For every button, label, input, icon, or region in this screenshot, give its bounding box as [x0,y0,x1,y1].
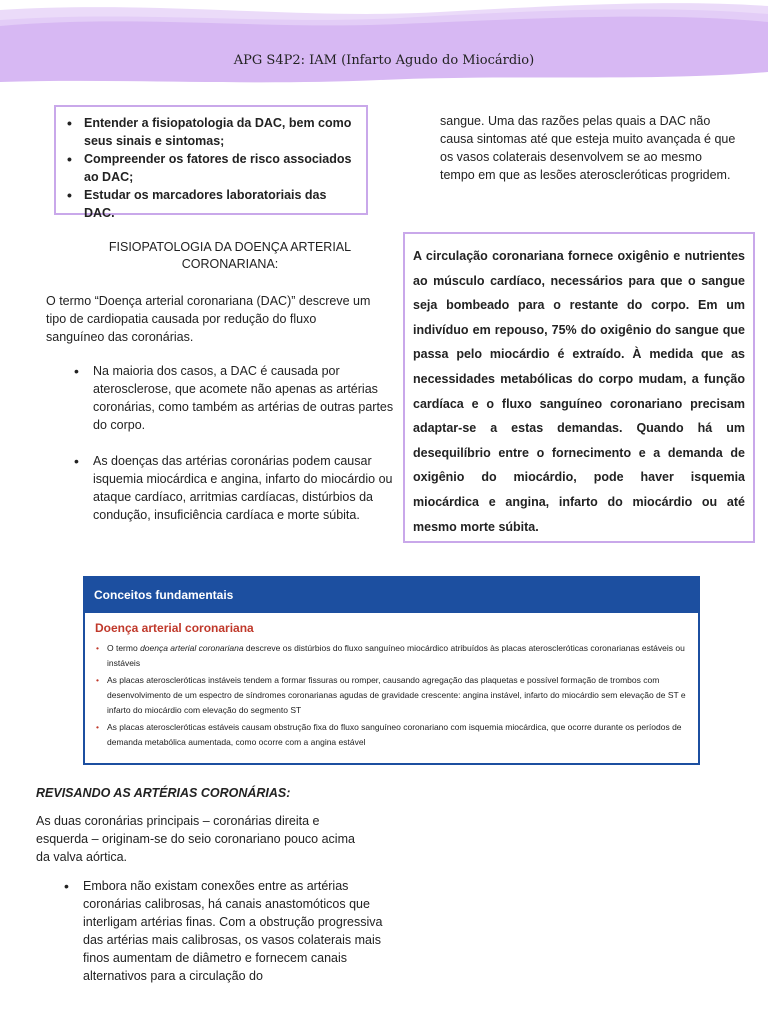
section-heading-fisiopatologia: FISIOPATOLOGIA DA DOENÇA ARTERIAL CORONARIANA: [108,240,352,271]
objective-item: • Entender a fisiopatologia da DAC, bem como seus sinais e sintomas; [84,115,360,150]
list-item: • As placas ateroscleróticas estáveis causam obstrução fixa do fluxo sanguíneo coronariano com isquemia miocárdica, que ocorre durante os períodos de demanda metabólica aumentada, como ocorre com a angina estável [107,720,690,750]
circulation-text: A circulação coronariana fornece oxigênio e nutrientes ao músculo cardíaco, necessários para que o sangue seja bombeado para o restante do corpo. Em um indivíduo em repouso, 75% do oxigênio do sangue que passa pelo miocárdio é extraído. À medida que as necessidades metabólicas do corpo mudam, a função cardíaca e o fluxo sanguíneo coronariano precisam adaptar-se a estas demandas. Quando há um desequilíbrio entre o fornecimento e a demanda de oxigênio do miocárdio, pode haver isquemia miocárdica e angina, infarto do miocárdio ou até mesmo morte súbita. [413,249,745,534]
item-rest: descreve os distúrbios do fluxo sanguíneo miocárdico atribuídos às placas ateroscleróticas coronarianas estáveis ou instáveis [107,643,685,668]
concepts-header: Conceitos fundamentais [85,578,698,613]
item-prefix: O termo [107,643,141,653]
item-emphasis: doença arterial coronariana [140,643,244,653]
objective-item: • Compreender os fatores de risco associados ao DAC; [84,151,360,186]
objective-item: • Estudar os marcadores laboratoriais das DAC. [84,187,360,222]
header-wave-banner [0,0,768,90]
list-item [107,641,690,671]
section-heading-arterias: REVISANDO AS ARTÉRIAS CORONÁRIAS: [36,786,291,800]
dac-bullet-list [70,362,398,542]
continued-paragraph: sangue. Uma das razões pelas quais a DAC não causa sintomas até que esteja muito avançada é que os vasos colaterais desenvolvem se ao mesmo tempo em que as lesões ateroscleróticas progridem. [440,114,736,182]
list-item: • Na maioria dos casos, a DAC é causada por aterosclerose, que acomete não apenas as artérias coronárias, como também as artérias de outras partes do corpo. [93,362,398,434]
concepts-list [85,641,698,750]
objectives-list [64,115,360,222]
document-title: APG S4P2: IAM (Infarto Agudo do Miocárdio) [233,53,535,68]
circulation-box [403,232,755,543]
arteries-intro-paragraph: As duas coronárias principais – coronárias direita e esquerda – originam-se do seio coronariano pouco acima da valva aórtica. [36,814,355,864]
list-item: • As doenças das artérias coronárias podem causar isquemia miocárdica e angina, infarto do miocárdio ou ataque cardíaco, arritmias cardíacas, distúrbios da condução, insuficiência cardíaca e morte súbita. [93,452,398,524]
arteries-bullet-list [60,877,395,1003]
list-item: • Embora não existam conexões entre as artérias coronárias calibrosas, há canais anastomóticos que interligam artérias finas. Com a obstrução progressiva das artérias mais calibrosas, os vasos colaterais mais finos aumentam de diâmetro e fornecem canais alternativos para a circulação do [83,877,395,985]
concepts-box [83,576,700,765]
intro-paragraph: O termo “Doença arterial coronariana (DAC)” descreve um tipo de cardiopatia causada por redução do fluxo sanguíneo das coronárias. [46,294,371,344]
list-item: • As placas ateroscleróticas instáveis tendem a formar fissuras ou romper, causando agregação das plaquetas e possível formação de trombos com desenvolvimento de um espectro de síndromes coronarianas agudas de gravidade crescente: angina instável, infarto do miocárdio sem elevação de ST e infarto do miocárdio com elevação do segmento ST [107,673,690,718]
objectives-box [54,105,368,220]
concepts-subheading: Doença arterial coronariana [95,621,254,635]
